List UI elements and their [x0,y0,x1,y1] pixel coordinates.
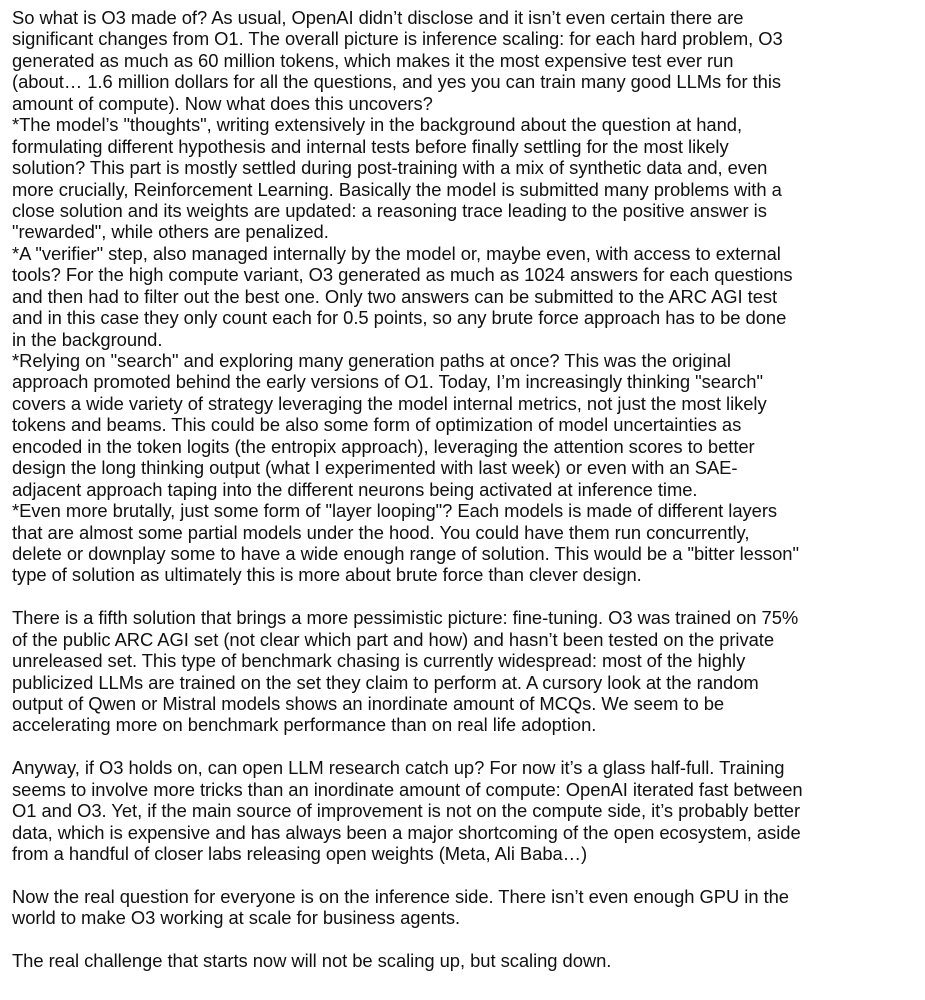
text-line: delete or downplay some to have a wide enough range of solution. This would be a "bitter lesson" [12,542,799,564]
text-line: design the long thinking output (what I experimented with last week) or even with an SAE- [12,457,738,479]
text-line: amount of compute). Now what does this uncovers? [12,92,433,114]
text-line: from a handful of closer labs releasing open weights (Meta, Ali Baba…) [12,843,588,865]
text-line: world to make O3 working at scale for business agents. [12,907,461,929]
text-line: *Relying on "search" and exploring many generation paths at once? This was the original [12,350,731,371]
paragraph-gap [12,865,915,886]
paragraph-conclusion [12,950,915,971]
text-line: Now the real question for everyone is on the inference side. There isn’t even enough GPU in the [12,885,789,907]
text-line: type of solution as ultimately this is more about brute force than clever design. [12,564,642,586]
text-line: *Even more brutally, just some form of "layer looping"? Each models is made of different layers [12,500,778,522]
text-line: approach promoted behind the early versions of O1. Today, I’m increasingly thinking "search" [12,371,763,393]
text-line: Anyway, if O3 holds on, can open LLM research catch up? For now it’s a glass half-full. Training [12,757,785,779]
paragraph-inference [12,886,915,929]
paragraph-fine-tuning [12,607,915,736]
paragraph-o3-composition [12,7,915,586]
text-line: generated as much as 60 million tokens, which makes it the most expensive test ever run [12,49,734,71]
paragraph-gap [12,736,915,757]
text-line: more crucially, Reinforcement Learning. Basically the model is submitted many problems with a [12,178,782,200]
paragraph-open-research [12,757,915,864]
text-line: seems to involve more tricks than an inordinate amount of compute: OpenAI iterated fast between [12,778,803,800]
text-line: So what is O3 made of? As usual, OpenAI didn’t disclose and it isn’t even certain there are [12,7,744,28]
text-line: publicized LLMs are trained on the set they claim to perform at. A cursory look at the random [12,671,759,693]
paragraph-gap [12,929,915,950]
text-line: There is a fifth solution that brings a more pessimistic picture: fine-tuning. O3 was trained on 75% [12,607,799,629]
text-line: and then had to filter out the best one. Only two answers can be submitted to the ARC AGI test [12,285,778,307]
text-line: close solution and its weights are updated: a reasoning trace leading to the positive answer is [12,199,767,221]
text-line: formulating different hypothesis and internal tests before finally settling for the most likely [12,135,729,157]
text-line: of the public ARC AGI set (not clear which part and how) and hasn’t been tested on the private [12,628,775,650]
text-line: (about… 1.6 million dollars for all the questions, and yes you can train many good LLMs for this [12,71,782,93]
text-line: in the background. [12,328,163,350]
text-line: *A "verifier" step, also managed internally by the model or, maybe even, with access to external [12,242,781,264]
text-line: adjacent approach taping into the different neurons being activated at inference time. [12,478,698,500]
text-line: covers a wide variety of strategy leveraging the model internal metrics, not just the most likely [12,392,767,414]
text-line: accelerating more on benchmark performance than on real life adoption. [12,714,597,736]
paragraph-gap [12,586,915,607]
text-line: encoded in the token logits (the entropix approach), leveraging the attention scores to better [12,435,755,457]
text-line: tools? For the high compute variant, O3 generated as much as 1024 answers for each questions [12,264,793,286]
text-line: O1 and O3. Yet, if the main source of improvement is not on the compute side, it’s probably better [12,800,801,822]
text-line: solution? This part is mostly settled during post-training with a mix of synthetic data and, even [12,157,768,179]
text-line: "rewarded", while others are penalized. [12,221,329,243]
text-line: and in this case they only count each for 0.5 points, so any brute force approach has to be done [12,307,787,329]
text-line: data, which is expensive and has always been a major shortcoming of the open ecosystem, aside [12,821,801,843]
text-line: The real challenge that starts now will not be scaling up, but scaling down. [12,950,612,972]
text-line: that are almost some partial models under the hood. You could have them run concurrently, [12,521,750,543]
text-line: significant changes from O1. The overall picture is inference scaling: for each hard problem, O3 [12,28,783,50]
text-line: *The model’s "thoughts", writing extensively in the background about the question at hand, [12,114,743,136]
text-line: output of Qwen or Mistral models shows an inordinate amount of MCQs. We seem to be [12,693,725,714]
text-line: unreleased set. This type of benchmark chasing is currently widespread: most of the highly [12,650,746,672]
text-line: tokens and beams. This could be also some form of optimization of model uncertainties as [12,414,742,436]
